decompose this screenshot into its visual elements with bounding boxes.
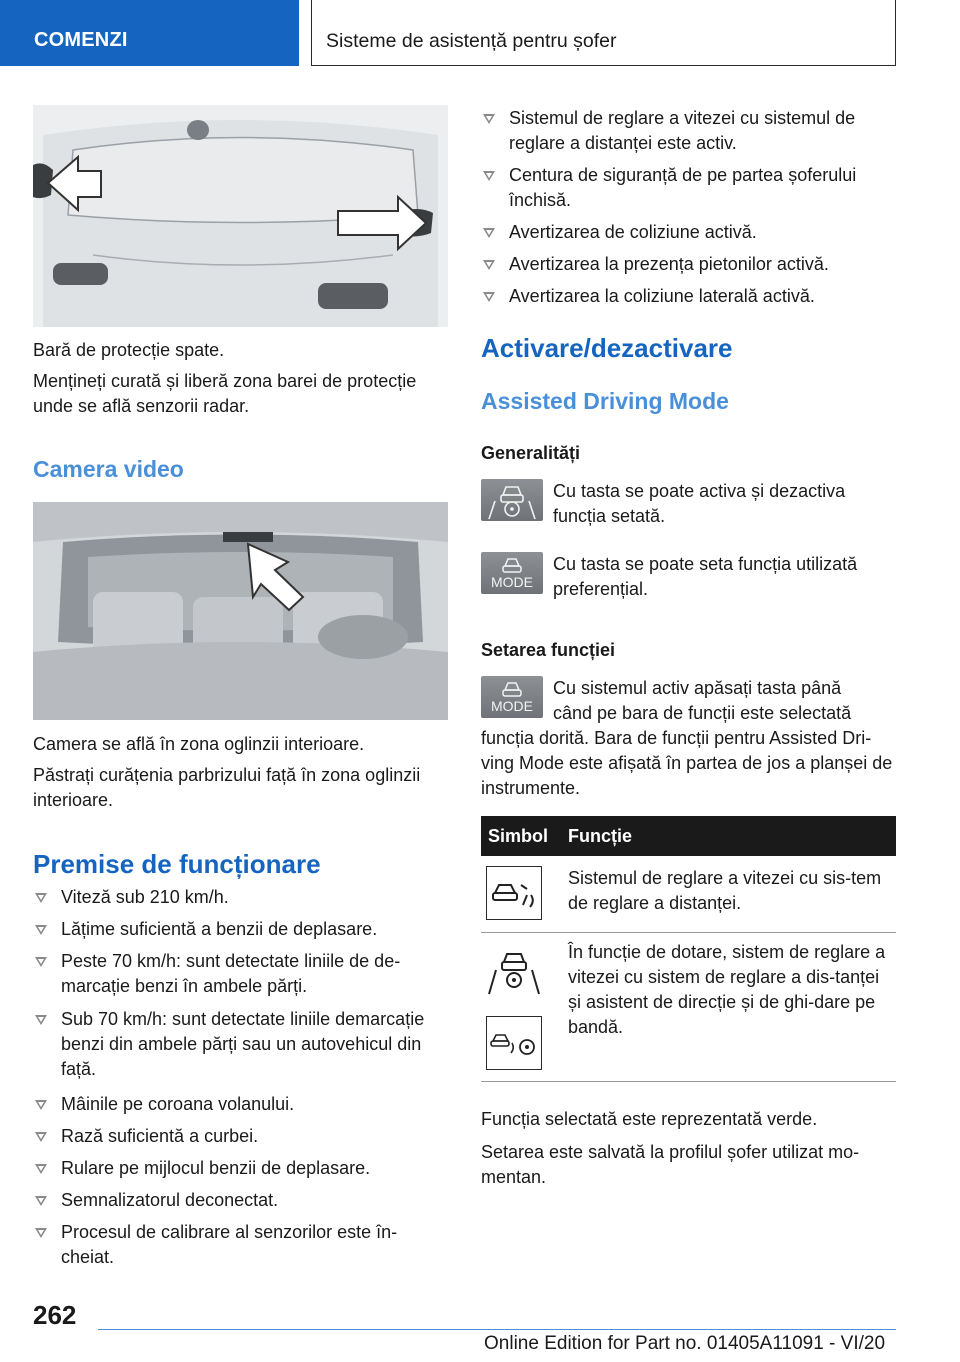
bullet-triangle-icon bbox=[483, 292, 495, 302]
bullet-text: Viteză sub 210 km/h. bbox=[61, 887, 229, 907]
text-saved: Setarea este salvată la profilul șofer utilizat mo-mentan. bbox=[481, 1142, 860, 1187]
bullet-text: Sistemul de reglare a vitezei cu sistemul de reglare a distanței este activ. bbox=[509, 108, 856, 153]
list-item bbox=[481, 106, 896, 156]
section-tab[interactable] bbox=[0, 0, 299, 66]
bullet-text: Sub 70 km/h: sunt detectate liniile demarcație benzi din ambele părți sau un autovehicul din față. bbox=[61, 1009, 425, 1079]
camera-image bbox=[33, 502, 448, 720]
bullet-text: Rulare pe mijlocul benzii de deplasare. bbox=[61, 1158, 371, 1178]
col-symbol: Simbol bbox=[488, 826, 549, 846]
list-item bbox=[33, 917, 448, 942]
bullet-text: Centura de siguranță de pe partea șoferului închisă. bbox=[509, 165, 857, 210]
table-row2-text: În funcție de dotare, sistem de reglare a vitezei cu sistem de reglare a dis-tanței și asistent de direcție și de ghi-dare pe bandă. bbox=[568, 942, 886, 1037]
heading-premise: Premise de funcționare bbox=[33, 849, 321, 879]
bullet-text: Lățime suficientă a benzii de deplasare. bbox=[61, 919, 378, 939]
bullet-triangle-icon bbox=[35, 893, 47, 903]
heading-activare: Activare/dezactivare bbox=[481, 333, 733, 363]
assist-symbol-icon bbox=[486, 942, 542, 996]
list-item bbox=[481, 252, 896, 277]
btn2-text: Cu tasta se poate seta funcția utilizată preferențial. bbox=[553, 554, 858, 599]
bullet-text: Procesul de calibrare al senzorilor este în-cheiat. bbox=[61, 1222, 398, 1267]
setarea-text-rest: funcția dorită. Bara de funcții pentru Assisted Dri-ving Mode este afișată în partea de jos a planșei de instrumente. bbox=[481, 728, 893, 798]
bullet-text: Peste 70 km/h: sunt detectate liniile de de-marcație benzi în ambele părți. bbox=[61, 951, 401, 996]
table-header bbox=[481, 816, 896, 856]
text-bumper: Mențineți curată și liberă zona barei de protecție unde se află senzorii radar. bbox=[33, 371, 417, 416]
heading-general: Generalități bbox=[481, 443, 581, 463]
table-row1-text: Sistemul de reglare a vitezei cu sis-tem de reglare a distanței. bbox=[568, 868, 882, 913]
bullet-triangle-icon bbox=[483, 260, 495, 270]
section-title: COMENZI bbox=[34, 29, 128, 51]
list-item bbox=[33, 885, 448, 910]
footer-divider bbox=[98, 1329, 896, 1330]
bullet-text: Semnalizatorul deconectat. bbox=[61, 1190, 279, 1210]
btn1-text: Cu tasta se poate activa și dezactiva funcția setată. bbox=[553, 481, 846, 526]
bullet-triangle-icon bbox=[35, 1228, 47, 1238]
mode-label: MODE bbox=[491, 574, 533, 590]
heading-setarea: Setarea funcției bbox=[481, 640, 616, 660]
assist-button-icon bbox=[481, 479, 543, 521]
list-item bbox=[481, 284, 896, 309]
chapter-tab bbox=[311, 0, 896, 66]
bullet-triangle-icon bbox=[35, 1164, 47, 1174]
bullet-text: Avertizarea la prezența pietonilor activă. bbox=[509, 254, 829, 274]
bullet-triangle-icon bbox=[483, 228, 495, 238]
bullet-triangle-icon bbox=[35, 1015, 47, 1025]
bullet-triangle-icon bbox=[35, 957, 47, 967]
bullet-triangle-icon bbox=[35, 1132, 47, 1142]
list-item bbox=[481, 220, 896, 245]
text-green: Funcția selectată este reprezentată verde. bbox=[481, 1109, 818, 1129]
footer-edition: Online Edition for Part no. 01405A11091 - VI/20 bbox=[484, 1333, 886, 1354]
setarea-text-line1: Cu sistemul activ apăsați tasta până bbox=[553, 678, 842, 698]
text-camera: Păstrați curățenia parbrizului față în zona oglinzii interioare. bbox=[33, 765, 421, 810]
mode-button-icon bbox=[481, 552, 543, 594]
rear-bumper-image bbox=[33, 105, 448, 327]
bullet-text: Avertizarea de coliziune activă. bbox=[509, 222, 757, 242]
bullet-text: Mâinile pe coroana volanului. bbox=[61, 1094, 295, 1114]
mode-button-icon bbox=[481, 676, 543, 718]
page-number: 262 bbox=[33, 1300, 77, 1330]
acc-distance-symbol-icon bbox=[486, 866, 542, 920]
list-item bbox=[33, 1124, 448, 1149]
table-bottom-line bbox=[481, 1081, 896, 1082]
caption-bumper: Bară de protecție spate. bbox=[33, 340, 225, 360]
bullet-triangle-icon bbox=[483, 171, 495, 181]
bullet-text: Avertizarea la coliziune laterală activă. bbox=[509, 286, 815, 306]
bullet-triangle-icon bbox=[35, 925, 47, 935]
bullet-triangle-icon bbox=[483, 114, 495, 124]
heading-assisted-driving-mode: Assisted Driving Mode bbox=[481, 388, 729, 414]
list-item bbox=[481, 163, 896, 213]
list-item bbox=[33, 1156, 448, 1181]
list-item bbox=[33, 1188, 448, 1213]
list-item bbox=[33, 1092, 448, 1117]
caption-camera: Camera se află în zona oglinzii interioare. bbox=[33, 734, 365, 754]
bullet-triangle-icon bbox=[35, 1196, 47, 1206]
list-item bbox=[33, 1007, 448, 1082]
bullet-text: Rază suficientă a curbei. bbox=[61, 1126, 259, 1146]
acc-steering-symbol-icon bbox=[486, 1016, 542, 1070]
table-divider bbox=[481, 932, 896, 933]
col-function: Funcție bbox=[568, 826, 633, 846]
list-item bbox=[33, 949, 448, 999]
heading-camera: Camera video bbox=[33, 456, 184, 482]
chapter-title: Sisteme de asistență pentru șofer bbox=[326, 30, 617, 52]
setarea-text-line2: când pe bara de funcții este selectată bbox=[553, 703, 852, 723]
list-item bbox=[33, 1220, 448, 1270]
mode-label: MODE bbox=[491, 698, 533, 714]
bullet-triangle-icon bbox=[35, 1100, 47, 1110]
